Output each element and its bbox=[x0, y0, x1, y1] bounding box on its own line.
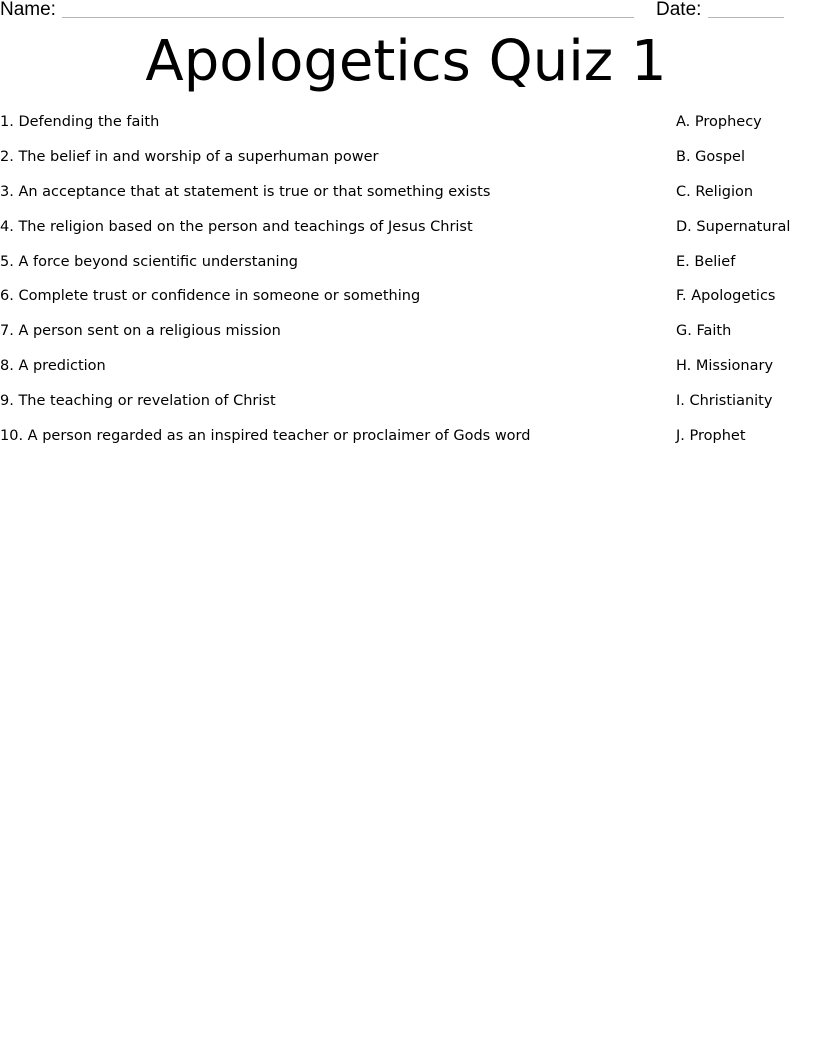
answer-item: I. Christianity bbox=[676, 393, 773, 410]
answer-item: B. Gospel bbox=[676, 148, 745, 165]
answer-item: C. Religion bbox=[676, 183, 754, 200]
answers-list bbox=[676, 112, 814, 461]
answer-item: F. Apologetics bbox=[676, 288, 776, 305]
question-item: 5. A force beyond scientific understaning bbox=[0, 253, 298, 270]
name-blank-line bbox=[62, 17, 634, 18]
question-item: 4. The religion based on the person and teachings of Jesus Christ bbox=[0, 218, 473, 235]
page-title: Apologetics Quiz 1 bbox=[145, 29, 667, 94]
question-item: 3. An acceptance that at statement is true or that something exists bbox=[0, 183, 491, 200]
answer-item: J. Prophet bbox=[676, 428, 746, 445]
question-item: 2. The belief in and worship of a superhuman power bbox=[0, 148, 379, 165]
question-item: 1. Defending the faith bbox=[0, 114, 160, 130]
name-label: Name: bbox=[0, 0, 56, 20]
questions-list bbox=[0, 112, 640, 461]
question-item: 9. The teaching or revelation of Christ bbox=[0, 393, 276, 410]
question-item: 6. Complete trust or confidence in someone or something bbox=[0, 288, 421, 305]
question-item: 10. A person regarded as an inspired teacher or proclaimer of Gods word bbox=[0, 428, 531, 445]
question-item: 7. A person sent on a religious mission bbox=[0, 323, 281, 340]
answer-item: E. Belief bbox=[676, 253, 736, 270]
answer-item: H. Missionary bbox=[676, 358, 774, 375]
question-item: 8. A prediction bbox=[0, 358, 106, 375]
date-blank-line bbox=[708, 17, 784, 18]
answer-item: G. Faith bbox=[676, 323, 732, 340]
answer-item: A. Prophecy bbox=[676, 114, 762, 130]
answer-item: D. Supernatural bbox=[676, 218, 791, 235]
date-label: Date: bbox=[656, 0, 702, 20]
worksheet-header bbox=[0, 0, 816, 24]
